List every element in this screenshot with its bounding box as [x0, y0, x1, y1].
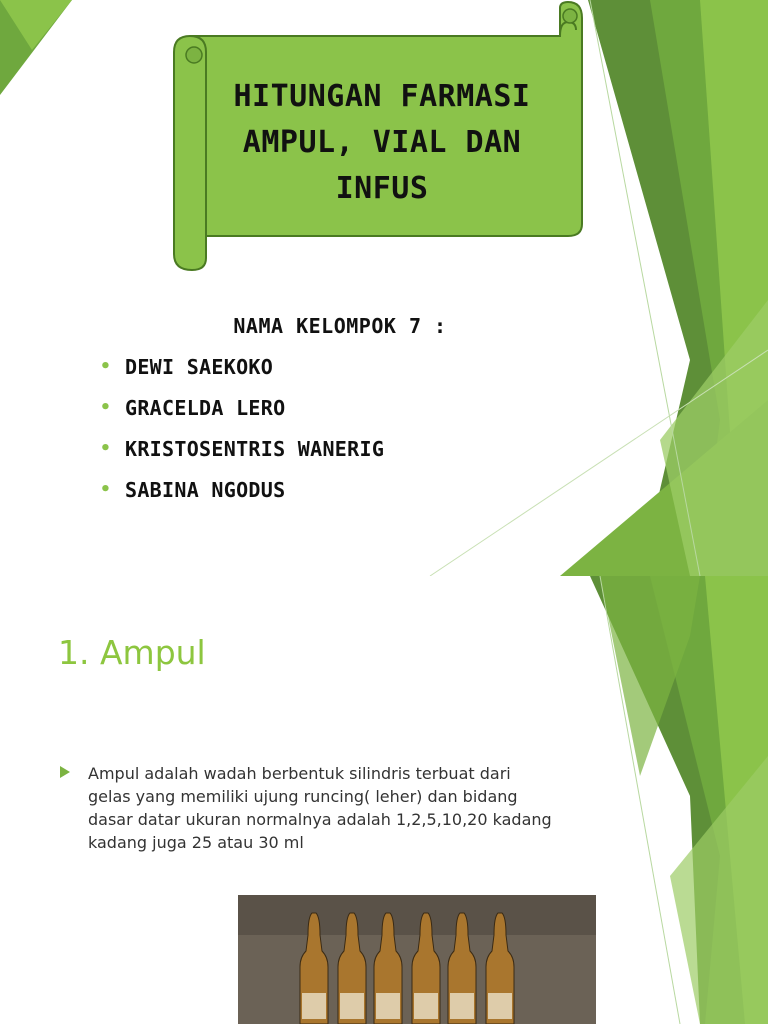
list-item: [100, 391, 384, 432]
member-name: SABINA NGODUS: [125, 478, 286, 502]
ampul-slide: [0, 576, 768, 1024]
member-name: DEWI SAEKOKO: [125, 355, 274, 379]
presentation-title: HITUNGAN FARMASI AMPUL, VIAL DAN INFUS: [233, 79, 531, 206]
member-name: KRISTOSENTRIS WANERIG: [125, 437, 385, 461]
section-heading: 1. Ampul: [58, 633, 206, 672]
dot-bullet-icon: •: [100, 479, 112, 500]
member-list: [100, 350, 384, 514]
definition-paragraph: Ampul adalah wadah berbentuk silindris terbuat dari gelas yang memiliki ujung runcing( leher) dan bidang dasar datar ukuran normalnya adalah 1,2,5,10,20 kadang kadang juga 25 atau 30 ml: [88, 764, 552, 852]
group-heading: NAMA KELOMPOK 7 :: [233, 314, 447, 338]
member-name: GRACELDA LERO: [125, 396, 286, 420]
dot-bullet-icon: •: [100, 438, 112, 459]
list-item: [100, 432, 384, 473]
list-item: [100, 473, 384, 514]
triangle-arrow-icon: [60, 766, 70, 778]
definition-block: [58, 762, 558, 854]
dot-bullet-icon: •: [100, 356, 112, 377]
dot-bullet-icon: •: [100, 397, 112, 418]
ampoules-photo: [238, 895, 596, 1024]
list-item: [100, 350, 384, 391]
